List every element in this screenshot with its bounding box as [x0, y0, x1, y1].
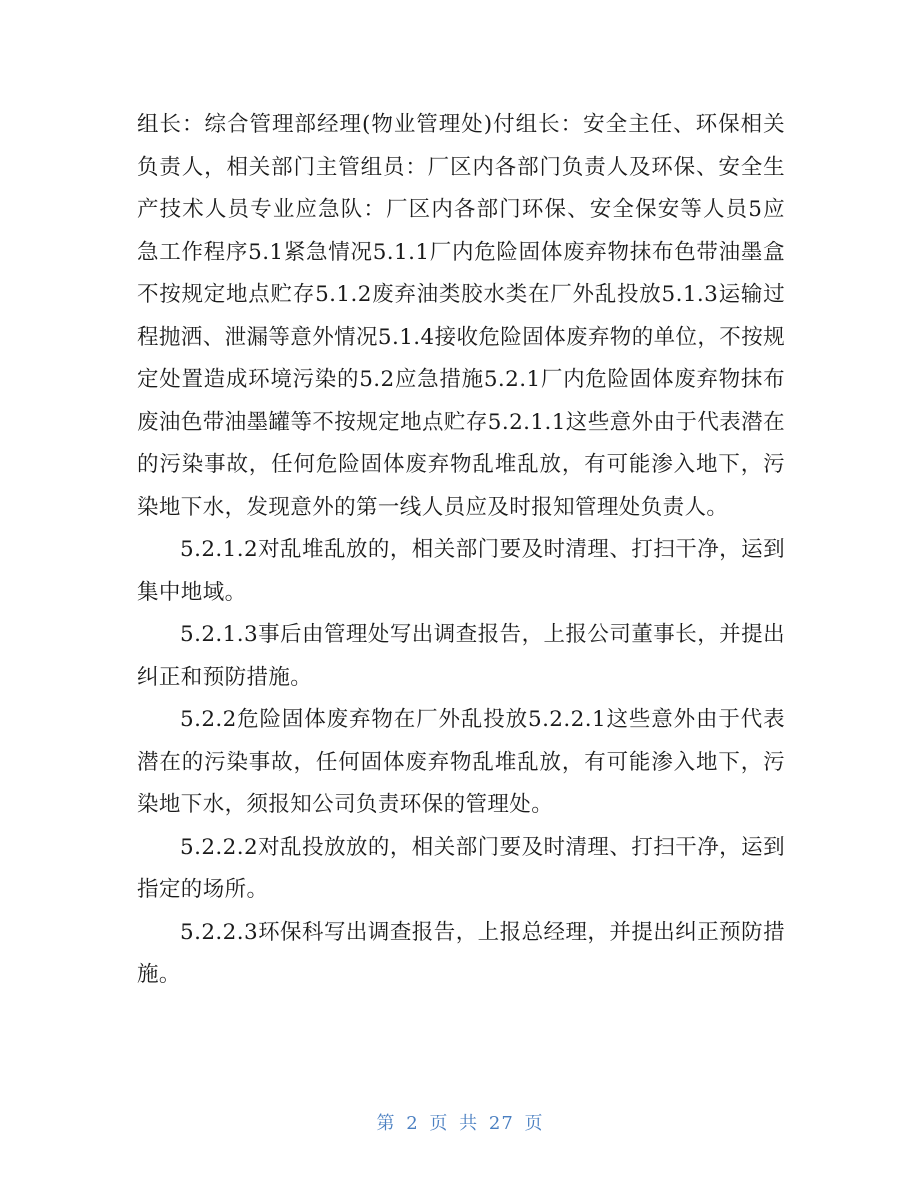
paragraph-5: 5.2.2.2对乱投放放的，相关部门要及时清理、打扫干净，运到指定的场所。	[137, 834, 785, 902]
document-body	[137, 104, 785, 997]
footer-total-prefix: 共	[459, 1113, 479, 1134]
page-footer	[0, 1109, 920, 1135]
footer-current-page: 2	[406, 1113, 419, 1134]
footer-prefix: 第	[376, 1113, 396, 1134]
footer-total-pages: 27	[488, 1113, 514, 1134]
paragraph-4: 5.2.2危险固体废弃物在厂外乱投放5.2.2.1这些意外由于代表潜在的污染事故，任何固体废弃物乱堆乱放，有可能渗入地下，污染地下水，须报知公司负责环保的管理处。	[137, 707, 785, 817]
paragraph-6: 5.2.2.3环保科写出调查报告，上报总经理，并提出纠正预防措施。	[137, 919, 785, 987]
paragraph-2: 5.2.1.2对乱堆乱放的，相关部门要及时清理、打扫干净，运到集中地域。	[137, 537, 785, 605]
paragraph-3: 5.2.1.3事后由管理处写出调查报告，上报公司董事长，并提出纠正和预防措施。	[137, 622, 785, 690]
footer-suffix: 页	[524, 1113, 544, 1134]
footer-page-word: 页	[429, 1113, 449, 1134]
paragraph-1: 组长：综合管理部经理(物业管理处)付组长：安全主任、环保相关负责人，相关部门主管组员：厂区内各部门负责人及环保、安全生产技术人员专业应急队：厂区内各部门环保、安全保安等人员5应急工作程序5.1紧急情况5.1.1厂内危险固体废弃物抹布色带油墨盒不按规定地点贮存5.1.2废弃油类胶水类在厂外乱投放5.1.3运输过程抛洒、泄漏等意外情况5.1.4接收危险固体废弃物的单位，不按规定处置造成环境污染的5.2应急措施5.2.1厂内危险固体废弃物抹布废油色带油墨罐等不按规定地点贮存5.2.1.1这些意外由于代表潜在的污染事故，任何危险固体废弃物乱堆乱放，有可能渗入地下，污染地下水，发现意外的第一线人员应及时报知管理处负责人。	[137, 112, 786, 520]
